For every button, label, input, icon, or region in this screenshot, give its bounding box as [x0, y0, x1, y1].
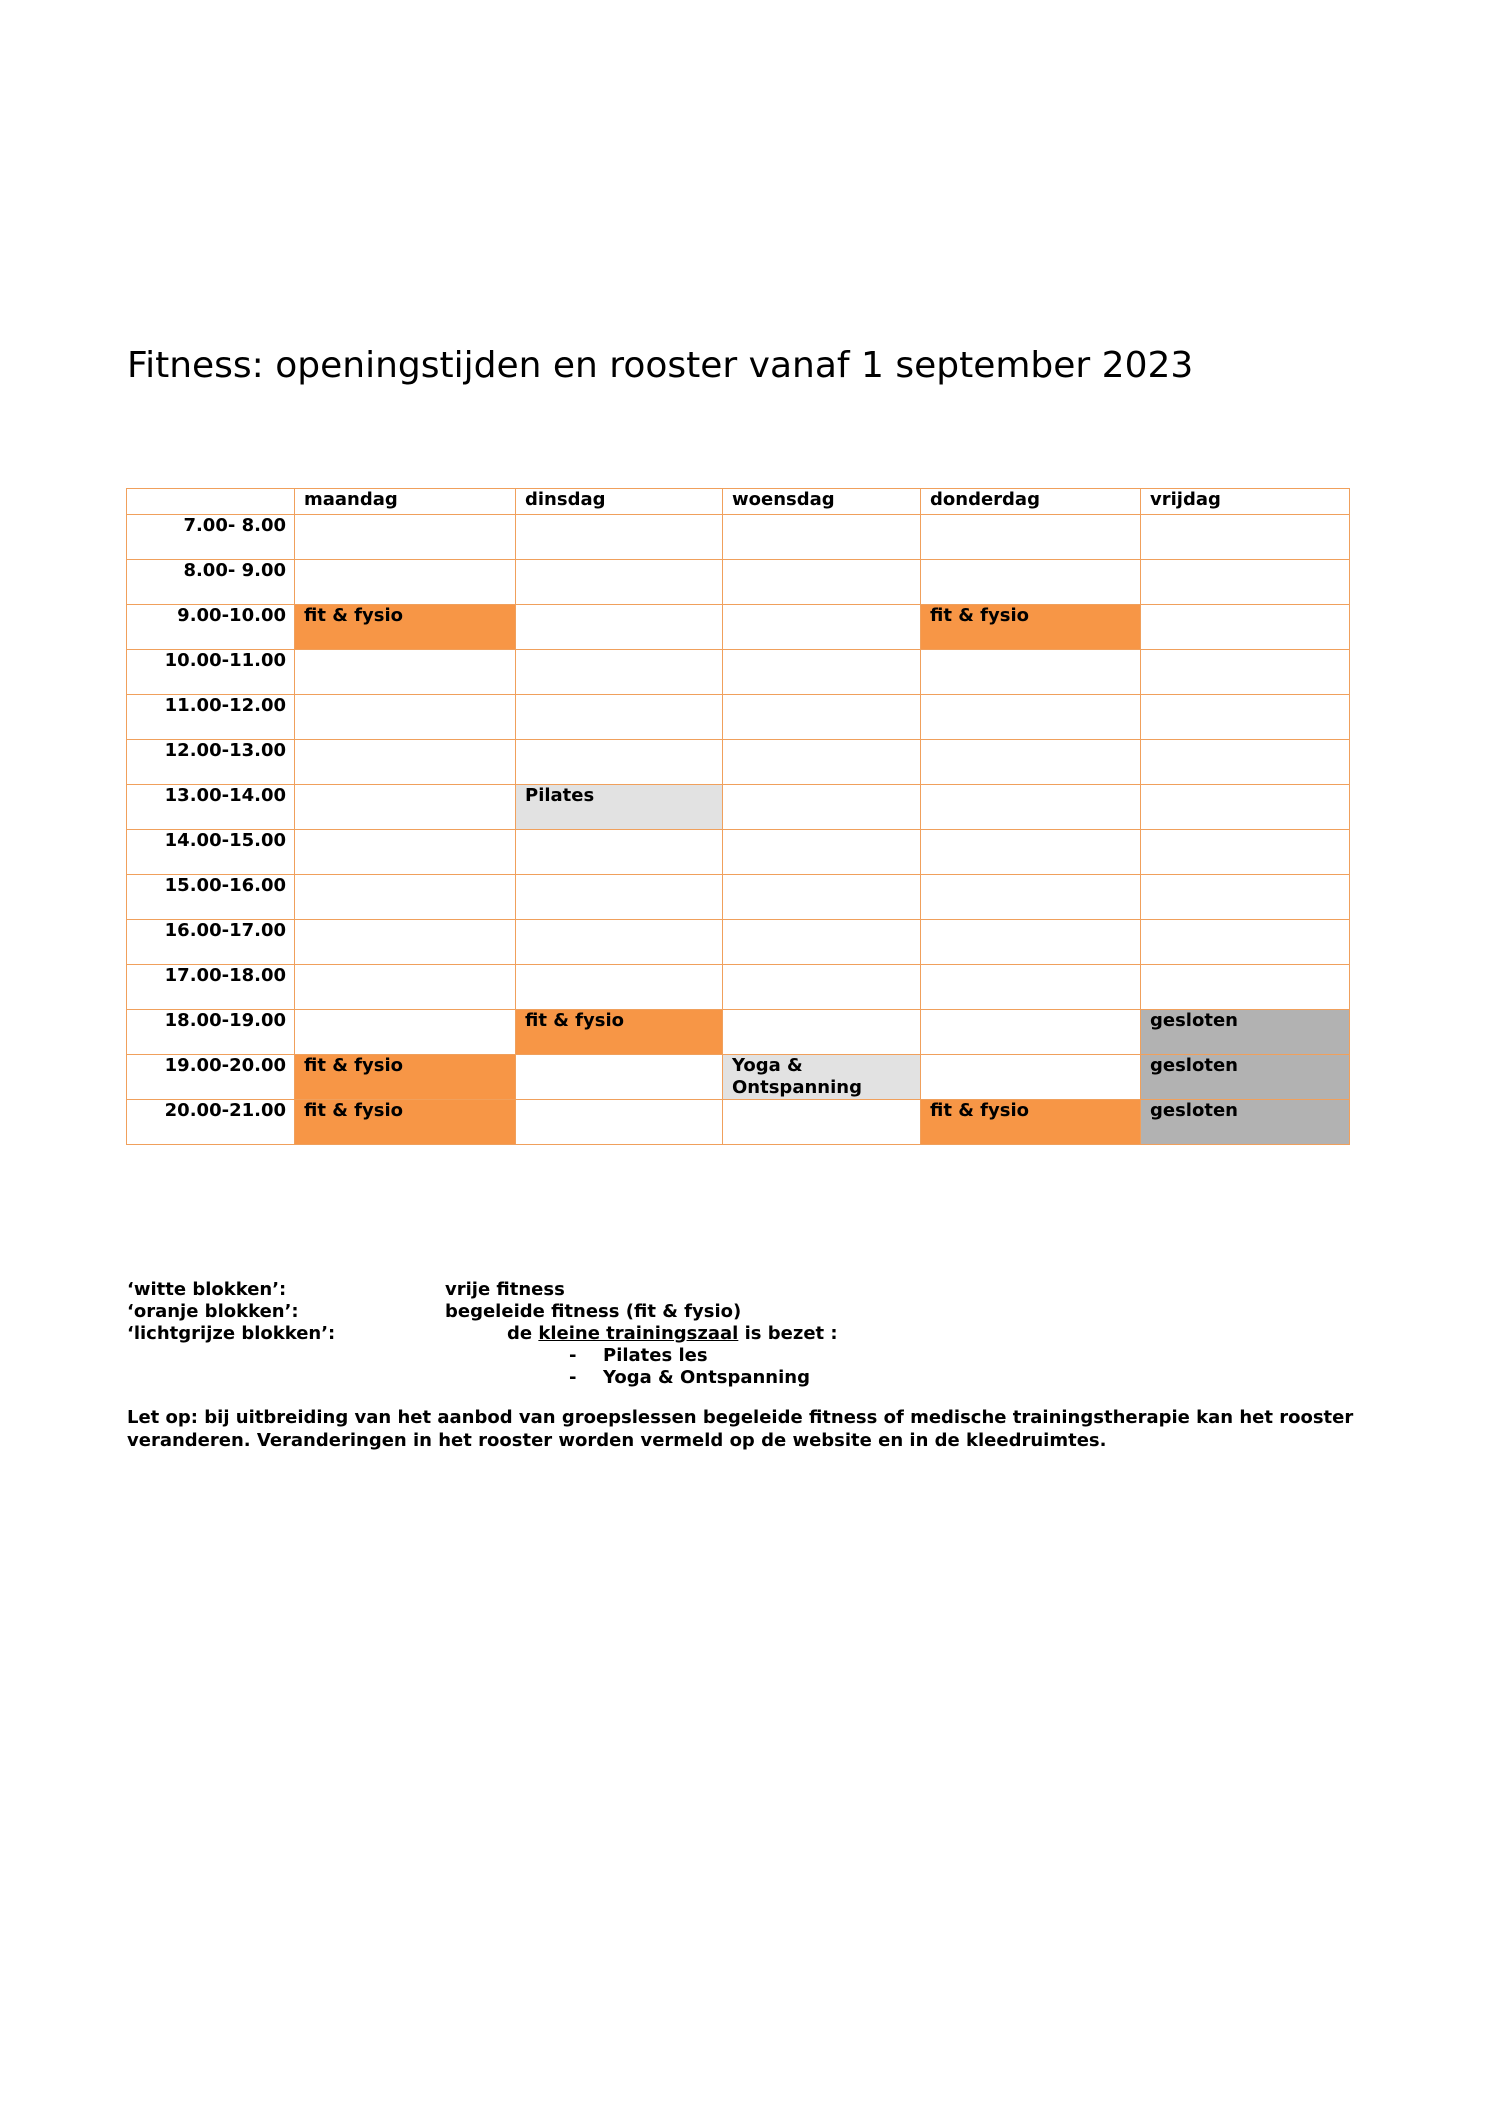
- legend-row-lightgray: [127, 1323, 1357, 1345]
- schedule-cell-dinsdag: [516, 1055, 723, 1100]
- bullet-text: Yoga & Ontspanning: [603, 1367, 810, 1388]
- time-slot-label: 12.00-13.00: [127, 740, 295, 785]
- schedule-cell-woensdag: [723, 695, 921, 740]
- schedule-table: [126, 488, 1350, 1145]
- schedule-cell-donderdag: [921, 1010, 1141, 1055]
- legend-value: begeleide fitness (fit & fysio): [445, 1301, 742, 1322]
- schedule-cell-vrijdag: [1141, 605, 1350, 650]
- time-slot-label: 13.00-14.00: [127, 785, 295, 830]
- schedule-cell-donderdag: [921, 965, 1141, 1010]
- schedule-cell-donderdag: [921, 695, 1141, 740]
- schedule-row: [127, 920, 1350, 965]
- schedule-row: [127, 560, 1350, 605]
- time-slot-label: 11.00-12.00: [127, 695, 295, 740]
- schedule-cell-donderdag: [921, 875, 1141, 920]
- schedule-cell-maandag: [295, 695, 516, 740]
- legend-key: ‘witte blokken’:: [127, 1279, 287, 1300]
- schedule-cell-donderdag: [921, 830, 1141, 875]
- schedule-cell-maandag: [295, 920, 516, 965]
- schedule-cell-dinsdag: [516, 965, 723, 1010]
- schedule-cell-dinsdag: fit & fysio: [516, 1010, 723, 1055]
- schedule-cell-maandag: [295, 830, 516, 875]
- schedule-cell-donderdag: [921, 785, 1141, 830]
- schedule-cell-donderdag: fit & fysio: [921, 1100, 1141, 1145]
- schedule-cell-vrijdag: [1141, 920, 1350, 965]
- legend-underlined: kleine trainingszaal: [538, 1323, 739, 1344]
- schedule-cell-dinsdag: [516, 650, 723, 695]
- page-title: Fitness: openingstijden en rooster vanaf 1 september 2023: [127, 345, 1194, 386]
- schedule-cell-dinsdag: [516, 515, 723, 560]
- schedule-cell-vrijdag: gesloten: [1141, 1055, 1350, 1100]
- time-slot-label: 14.00-15.00: [127, 830, 295, 875]
- schedule-cell-dinsdag: [516, 830, 723, 875]
- day-header: dinsdag: [516, 489, 723, 515]
- schedule-cell-woensdag: [723, 740, 921, 785]
- schedule-cell-vrijdag: [1141, 830, 1350, 875]
- schedule-cell-vrijdag: [1141, 740, 1350, 785]
- schedule-cell-dinsdag: [516, 605, 723, 650]
- schedule-cell-vrijdag: gesloten: [1141, 1010, 1350, 1055]
- schedule-cell-woensdag: [723, 830, 921, 875]
- schedule-cell-maandag: [295, 560, 516, 605]
- schedule-cell-maandag: [295, 650, 516, 695]
- legend-value: vrije fitness: [445, 1279, 565, 1300]
- time-slot-label: 17.00-18.00: [127, 965, 295, 1010]
- schedule-cell-dinsdag: [516, 740, 723, 785]
- schedule-body: [127, 515, 1350, 1145]
- schedule-cell-maandag: [295, 965, 516, 1010]
- schedule-cell-woensdag: [723, 560, 921, 605]
- bullet-marker: -: [569, 1345, 577, 1366]
- bullet-marker: -: [569, 1367, 577, 1388]
- schedule-cell-vrijdag: [1141, 875, 1350, 920]
- schedule-cell-dinsdag: [516, 920, 723, 965]
- schedule-cell-donderdag: [921, 920, 1141, 965]
- schedule-cell-dinsdag: [516, 560, 723, 605]
- schedule-cell-maandag: [295, 785, 516, 830]
- schedule-cell-donderdag: [921, 1055, 1141, 1100]
- schedule-cell-woensdag: [723, 650, 921, 695]
- schedule-cell-woensdag: [723, 965, 921, 1010]
- time-slot-label: 16.00-17.00: [127, 920, 295, 965]
- schedule-cell-donderdag: [921, 740, 1141, 785]
- legend-row-white: [127, 1279, 1357, 1301]
- schedule-row: [127, 875, 1350, 920]
- schedule-cell-maandag: [295, 515, 516, 560]
- schedule-cell-woensdag: [723, 605, 921, 650]
- schedule-row: [127, 785, 1350, 830]
- schedule-cell-donderdag: [921, 560, 1141, 605]
- legend: [127, 1279, 1357, 1389]
- schedule-cell-woensdag: [723, 875, 921, 920]
- legend-row-orange: [127, 1301, 1357, 1323]
- legend-bullet-item: [127, 1345, 1357, 1367]
- schedule-row: [127, 515, 1350, 560]
- schedule-cell-vrijdag: [1141, 515, 1350, 560]
- schedule-row: [127, 605, 1350, 650]
- schedule-cell-dinsdag: [516, 875, 723, 920]
- day-header: maandag: [295, 489, 516, 515]
- schedule-header-row: [127, 489, 1350, 515]
- time-slot-label: 10.00-11.00: [127, 650, 295, 695]
- time-slot-label: 9.00-10.00: [127, 605, 295, 650]
- schedule-cell-vrijdag: [1141, 650, 1350, 695]
- schedule-cell-maandag: [295, 875, 516, 920]
- legend-key: ‘oranje blokken’:: [127, 1301, 299, 1322]
- schedule-row: [127, 1055, 1350, 1100]
- time-slot-label: 18.00-19.00: [127, 1010, 295, 1055]
- legend-suffix: is bezet :: [744, 1323, 838, 1344]
- schedule-cell-dinsdag: [516, 1100, 723, 1145]
- schedule-cell-woensdag: [723, 785, 921, 830]
- legend-value: [507, 1323, 838, 1345]
- schedule-cell-vrijdag: [1141, 695, 1350, 740]
- schedule-cell-maandag: [295, 740, 516, 785]
- time-slot-label: 19.00-20.00: [127, 1055, 295, 1100]
- schedule-cell-woensdag: [723, 920, 921, 965]
- schedule-cell-vrijdag: [1141, 965, 1350, 1010]
- time-slot-label: 7.00- 8.00: [127, 515, 295, 560]
- schedule-row: [127, 965, 1350, 1010]
- time-slot-label: 15.00-16.00: [127, 875, 295, 920]
- time-column-header: [127, 489, 295, 515]
- schedule-cell-donderdag: fit & fysio: [921, 605, 1141, 650]
- legend-key: ‘lichtgrijze blokken’:: [127, 1323, 336, 1344]
- schedule-cell-maandag: fit & fysio: [295, 1100, 516, 1145]
- legend-prefix: de: [507, 1323, 533, 1344]
- time-slot-label: 20.00-21.00: [127, 1100, 295, 1145]
- schedule-row: [127, 740, 1350, 785]
- legend-bullet-item: [127, 1367, 1357, 1389]
- schedule-cell-maandag: [295, 1010, 516, 1055]
- schedule-row: [127, 695, 1350, 740]
- schedule-row: [127, 1010, 1350, 1055]
- schedule-cell-maandag: fit & fysio: [295, 605, 516, 650]
- schedule-cell-vrijdag: [1141, 560, 1350, 605]
- schedule-cell-dinsdag: [516, 695, 723, 740]
- schedule-cell-woensdag: [723, 1100, 921, 1145]
- schedule-cell-donderdag: [921, 515, 1141, 560]
- schedule-cell-woensdag: [723, 1010, 921, 1055]
- schedule-row: [127, 650, 1350, 695]
- bullet-text: Pilates les: [603, 1345, 708, 1366]
- day-header: woensdag: [723, 489, 921, 515]
- schedule-cell-vrijdag: gesloten: [1141, 1100, 1350, 1145]
- note-paragraph: Let op: bij uitbreiding van het aanbod van groepslessen begeleide fitness of medische trainingstherapie kan het rooster veranderen. Veranderingen in het rooster worden vermeld op de website en in de kleedruimtes.: [127, 1407, 1354, 1451]
- schedule-cell-dinsdag: Pilates: [516, 785, 723, 830]
- schedule-row: [127, 1100, 1350, 1145]
- schedule-cell-maandag: fit & fysio: [295, 1055, 516, 1100]
- day-header: donderdag: [921, 489, 1141, 515]
- schedule-cell-woensdag: Yoga & Ontspanning: [723, 1055, 921, 1100]
- day-header: vrijdag: [1141, 489, 1350, 515]
- schedule-cell-woensdag: [723, 515, 921, 560]
- schedule-cell-vrijdag: [1141, 785, 1350, 830]
- time-slot-label: 8.00- 9.00: [127, 560, 295, 605]
- schedule-row: [127, 830, 1350, 875]
- schedule-cell-donderdag: [921, 650, 1141, 695]
